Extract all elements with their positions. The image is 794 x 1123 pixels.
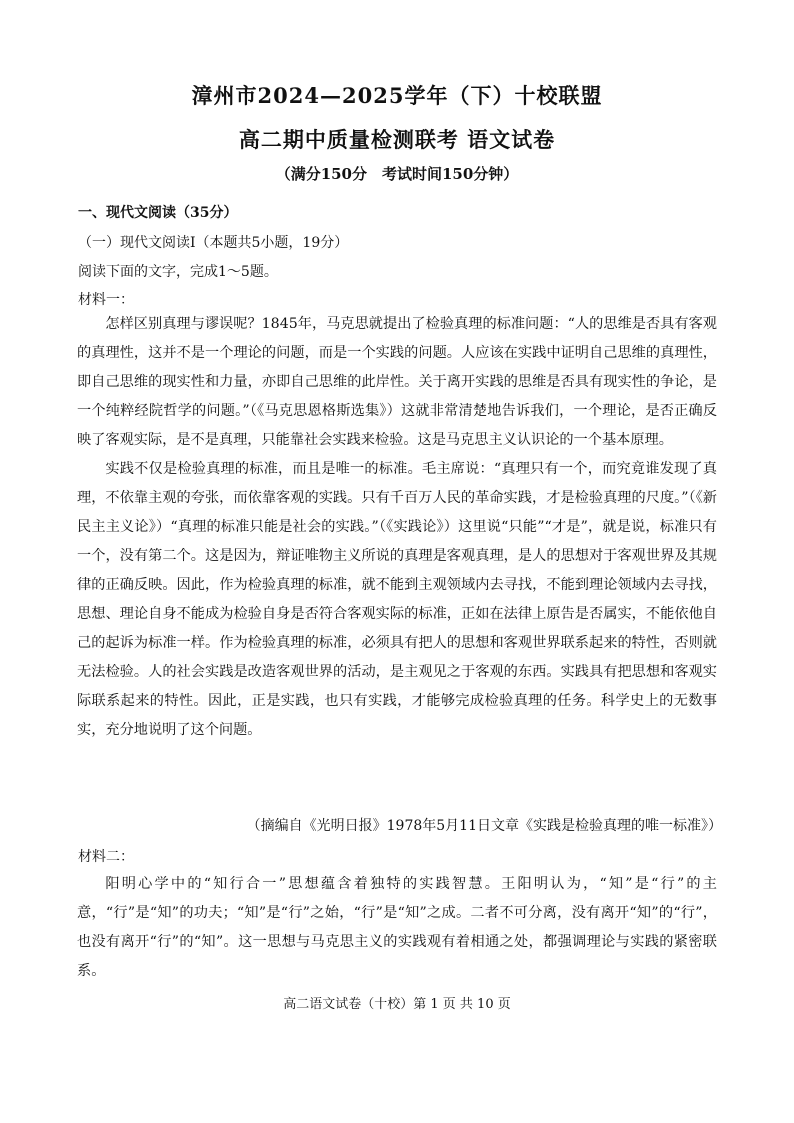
page-footer: 高二语文试卷（十校）第 1 页 共 10 页	[283, 997, 511, 1012]
material1-source: （摘编自《光明日报》1978年5月11日文章《实践是检验真理的唯一标准》）	[246, 818, 722, 834]
exam-title-line2: 高二期中质量检测联考 语文试卷	[238, 127, 556, 152]
material1-body	[77, 310, 717, 745]
material2-paragraph-1: 阳明心学中的“知行合一”思想蕴含着独特的实践智慧。王阳明认为，“知”是“行”的主意，“行”是“知”的功夫；“知”是“行”之始，“行”是“知”之成。二者不可分离，没有离开“知”的“行”，也没有离开“行”的“知”。这一思想与马克思主义的实践观有着相通之处，都强调理论与实践的紧密联系。	[77, 876, 717, 979]
material1-label: 材料一：	[78, 292, 134, 308]
material2-body	[77, 870, 717, 986]
exam-title-line1: 漳州市2024—2025学年（下）十校联盟	[191, 83, 603, 108]
reading-instruction: 阅读下面的文字，完成1～5题。	[78, 264, 278, 280]
section-heading: 一、现代文阅读（35分）	[78, 205, 238, 221]
material1-paragraph-1: 怎样区别真理与谬误呢？1845年，马克思就提出了检验真理的标准问题：“人的思维是否具有客观的真理性，这并不是一个理论的问题，而是一个实践的问题。人应该在实践中证明自己思维的真理性，即自己思维的现实性和力量，亦即自己思维的此岸性。关于离开实践的思维是否具有现实性的争论，是一个纯粹经院哲学的问题。”（《马克思恩格斯选集》）这就非常清楚地告诉我们，一个理论，是否正确反映了客观实际，是不是真理，只能靠社会实践来检验。这是马克思主义认识论的一个基本原理。	[77, 316, 717, 448]
material1-paragraph-2: 实践不仅是检验真理的标准，而且是唯一的标准。毛主席说：“真理只有一个，而究竟谁发现了真理，不依靠主观的夸张，而依靠客观的实践。只有千百万人民的革命实践，才是检验真理的尺度。”（《新民主主义论》）“真理的标准只能是社会的实践。”（《实践论》）这里说“只能”“才是”，就是说，标准只有一个，没有第二个。这是因为，辩证唯物主义所说的真理是客观真理，是人的思想对于客观世界及其规律的正确反映。因此，作为检验真理的标准，就不能到主观领域内去寻找，不能到理论领域内去寻找，思想、理论自身不能成为检验自身是否符合客观实际的标准，正如在法律上原告是否属实，不能依他自己的起诉为标准一样。作为检验真理的标准，必须具有把人的思想和客观世界联系起来的特性，否则就无法检验。人的社会实践是改造客观世界的活动，是主观见之于客观的东西。实践具有把思想和客观实际联系起来的特性。因此，正是实践，也只有实践，才能够完成检验真理的任务。科学史上的无数事实，充分地说明了这个问题。	[77, 461, 717, 738]
material2-label: 材料二：	[78, 849, 134, 865]
exam-info: （满分150分 考试时间150分钟）	[275, 165, 519, 183]
sub-section-heading: （一）现代文阅读Ⅰ（本题共5小题，19分）	[78, 235, 349, 251]
